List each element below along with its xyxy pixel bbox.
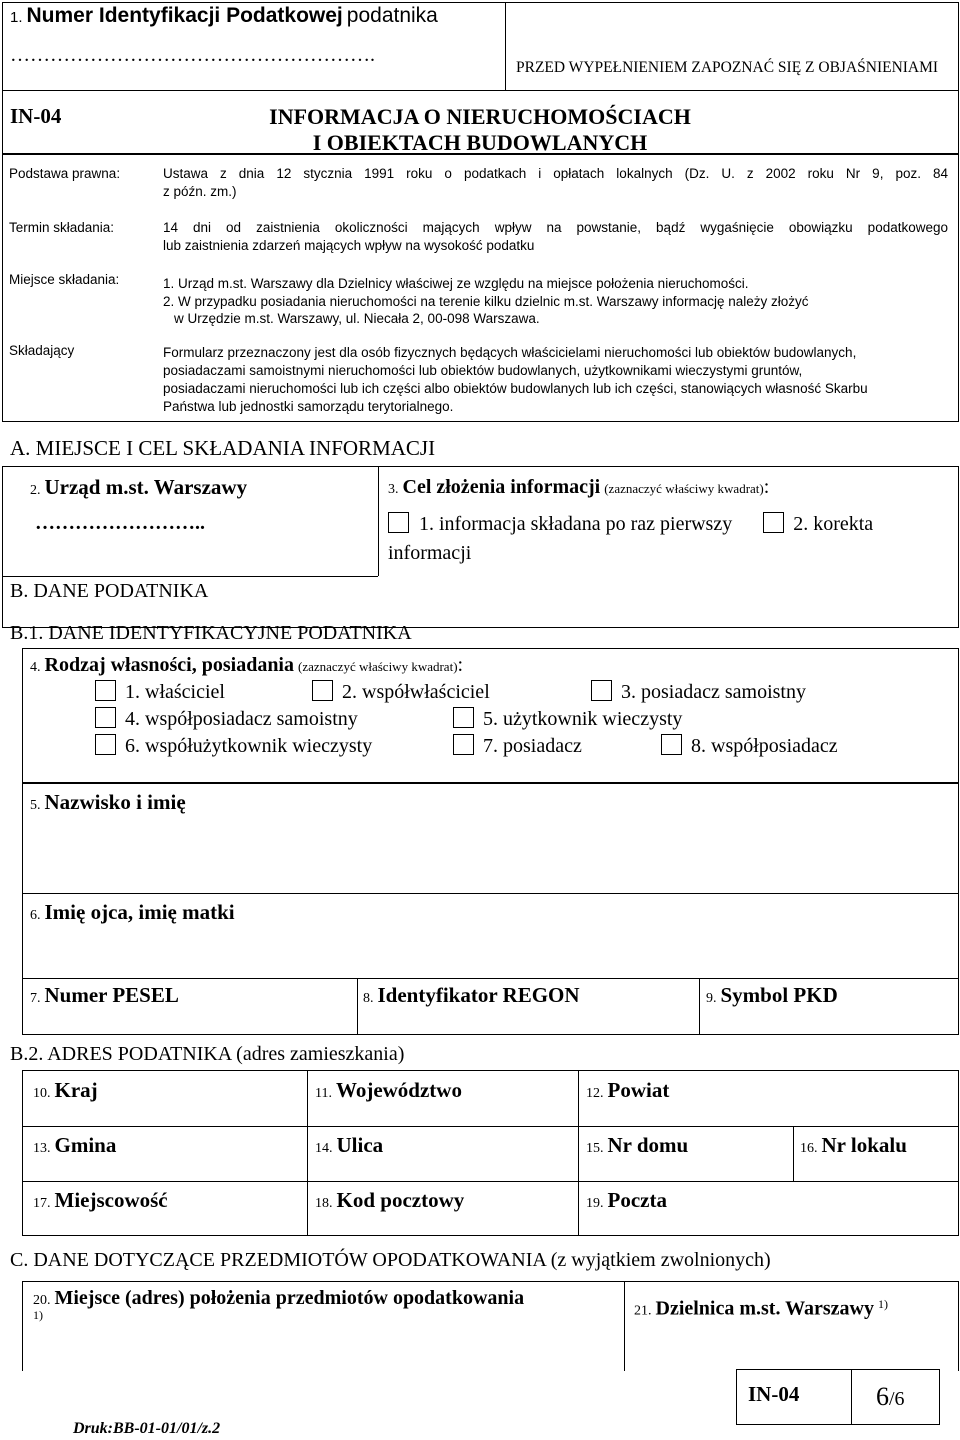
field-20-footnote: 1) (33, 1308, 43, 1322)
nip-label-suffix: podatnika (346, 4, 438, 27)
field-4-hint: (zaznaczyć właściwy kwadrat) (298, 659, 458, 674)
print-code: Druk:BB-01-01/01/z.2 (73, 1420, 221, 1437)
field-2-label: Urząd m.st. Warszawy (44, 475, 248, 499)
field-8[interactable]: 8. Identyfikator REGON (363, 983, 580, 1007)
checkbox-perpetual-user[interactable] (453, 707, 474, 728)
field-2-dots: …………………….. (35, 512, 205, 534)
form-title (200, 104, 760, 156)
filer-text-1: Formularz przeznaczony jest dla osób fizycznych będących właścicielami nieruchomości lub obiektów budowlanych, (163, 345, 857, 360)
checkbox-holder[interactable] (453, 734, 474, 755)
place-text-2: 2. W przypadku posiadania nieruchomości na terenie kilku dzielnic m.st. Warszawy informację należy złożyć (163, 294, 809, 309)
ownership-option-6[interactable]: 6. współużytkownik wieczysty (95, 734, 372, 758)
section-c-title: C. DANE DOTYCZĄCE PRZEDMIOTÓW OPODATKOWANIA (z wyjątkiem zwolnionych) (10, 1249, 771, 1271)
legal-basis-text-1: Ustawa z dnia 12 stycznia 1991 roku o podatkach i opłatach lokalnych (Dz. U. z 2002 roku Nr 9, poz. 84 (163, 166, 948, 181)
field-17[interactable]: 17. Miejscowość (33, 1188, 168, 1212)
field-14[interactable]: 14. Ulica (315, 1133, 384, 1157)
field-4: 4. Rodzaj własności, posiadania (zaznaczyć właściwy kwadrat): (30, 654, 464, 676)
nip-field[interactable] (10, 4, 500, 28)
checkbox-correction[interactable] (763, 512, 784, 533)
deadline-label: Termin składania: (9, 220, 115, 235)
section-a-title: A. MIEJSCE I CEL SKŁADANIA INFORMACJI (10, 436, 436, 460)
field-4-label: Rodzaj własności, posiadania (44, 654, 294, 676)
ownership-option-3[interactable]: 3. posiadacz samoistny (591, 680, 806, 704)
footer-form-code: IN-04 (748, 1382, 800, 1406)
field-2[interactable]: 2. Urząd m.st. Warszawy (30, 475, 248, 499)
field-12[interactable]: 12. Powiat (586, 1078, 670, 1102)
footer-page: 6 (876, 1382, 889, 1411)
field-19-label: Poczta (607, 1188, 667, 1212)
checkbox-first-filing[interactable] (388, 512, 409, 533)
field-3: 3. Cel złożenia informacji (zaznaczyć właściwy kwadrat): (388, 476, 770, 498)
form-code: IN-04 (10, 104, 62, 128)
ownership-option-7[interactable]: 7. posiadacz (453, 734, 582, 758)
ownership-option-1[interactable]: 1. właściciel (95, 680, 225, 704)
place-text-1: 1. Urząd m.st. Warszawy dla Dzielnicy właściwej ze względu na miejsce położenia nieruchomości. (163, 276, 749, 291)
nip-number: 1. (10, 9, 23, 26)
field-21-footnote: 1) (878, 1297, 888, 1311)
instructions-notice: PRZED WYPEŁNIENIEM ZAPOZNAĆ SIĘ Z OBJAŚNIENIAMI (516, 59, 939, 76)
ownership-option-5[interactable]: 5. użytkownik wieczysty (453, 707, 682, 731)
field-16[interactable]: 16. Nr lokalu (800, 1133, 907, 1157)
field-13-label: Gmina (54, 1133, 117, 1157)
field-5-label: Nazwisko i imię (44, 790, 186, 814)
option-correction-label-cont: informacji (388, 542, 472, 564)
field-6[interactable]: 6. Imię ojca, imię matki (30, 900, 235, 924)
checkbox-co-independent-holder[interactable] (95, 707, 116, 728)
field-18-label: Kod pocztowy (336, 1188, 465, 1212)
field-11[interactable]: 11. Województwo (315, 1078, 462, 1102)
filer-label: Składający (9, 343, 75, 358)
checkbox-co-perpetual-user[interactable] (95, 734, 116, 755)
option-first-filing-label: 1. informacja składana po raz pierwszy (419, 513, 733, 535)
checkbox-co-owner[interactable] (312, 680, 333, 701)
section-b2-title-suffix: (adres zamieszkania) (236, 1043, 405, 1065)
filer-text-3: posiadaczami nieruchomości lub ich części albo obiektów budowlanych lub ich części, stanowiących własność Skarbu (163, 381, 868, 396)
checkbox-co-holder[interactable] (661, 734, 682, 755)
footer-page-number (876, 1382, 905, 1412)
field-14-label: Ulica (336, 1133, 384, 1157)
section-b2-title: B.2. ADRES PODATNIKA (adres zamieszkania) (10, 1043, 405, 1065)
place-label: Miejsce składania: (9, 272, 120, 287)
filer-text-2: posiadaczami samoistnymi nieruchomości lub obiektów budowlanych, użytkownikami wieczystymi gruntów, (163, 363, 803, 378)
filer-text (163, 344, 868, 416)
nip-label: Numer Identyfikacji Podatkowej (26, 4, 343, 27)
field-16-label: Nr lokalu (821, 1133, 907, 1157)
field-10[interactable]: 10. Kraj (33, 1078, 98, 1102)
field-15-label: Nr domu (607, 1133, 689, 1157)
ownership-option-2[interactable]: 2. współwłaściciel (312, 680, 490, 704)
ownership-option-4[interactable]: 4. współposiadacz samoistny (95, 707, 358, 731)
section-b1-title: B.1. DANE IDENTYFIKACYJNE PODATNIKA (10, 622, 412, 644)
field-3-label: Cel złożenia informacji (402, 476, 601, 498)
legal-basis-label: Podstawa prawna: (9, 166, 121, 181)
field-9-label: Symbol PKD (720, 983, 838, 1007)
field-6-label: Imię ojca, imię matki (44, 900, 235, 924)
legal-basis-text-2: z późn. zm.) (163, 184, 237, 199)
place-text-3: w Urzędzie m.st. Warszawy, ul. Niecała 2, 00-098 Warszawa. (174, 311, 540, 326)
form-title-line-2: I OBIEKTACH BUDOWLANYCH (312, 130, 648, 155)
field-18[interactable]: 18. Kod pocztowy (315, 1188, 465, 1212)
section-b-title: B. DANE PODATNIKA (10, 580, 209, 602)
field-13[interactable]: 13. Gmina (33, 1133, 117, 1157)
filer-text-4: Państwa lub jednostki samorządu terytorialnego. (163, 399, 454, 414)
field-11-label: Województwo (335, 1078, 462, 1102)
field-20[interactable]: 20. Miejsce (adres) położenia przedmiotów opodatkowania (33, 1287, 525, 1309)
option-correction-label: 2. korekta (793, 513, 874, 535)
field-21-label: Dzielnica m.st. Warszawy (655, 1297, 874, 1320)
checkbox-owner[interactable] (95, 680, 116, 701)
field-5[interactable]: 5. Nazwisko i imię (30, 790, 186, 814)
nip-dots: ………………………………………………. (10, 44, 375, 66)
field-12-label: Powiat (607, 1078, 670, 1102)
ownership-option-8[interactable]: 8. współposiadacz (661, 734, 838, 758)
field-9[interactable]: 9. Symbol PKD (706, 983, 838, 1007)
deadline-text-1: 14 dni od zaistnienia okoliczności mających wpływ na powstanie, bądź wygaśnięcie obowiązku podatkowego (163, 220, 948, 235)
checkbox-independent-holder[interactable] (591, 680, 612, 701)
field-15[interactable]: 15. Nr domu (586, 1133, 689, 1157)
deadline-text-2: lub zaistnienia zdarzeń mających wpływ na wysokość podatku (163, 238, 535, 253)
field-21[interactable]: 21. Dzielnica m.st. Warszawy $^{1)}$ (634, 1297, 888, 1320)
field-17-label: Miejscowość (54, 1188, 168, 1212)
field-10-label: Kraj (54, 1078, 98, 1102)
footer-page-total: /6 (889, 1388, 905, 1410)
field-7-label: Numer PESEL (44, 983, 179, 1007)
field-7[interactable]: 7. Numer PESEL (30, 983, 179, 1007)
field-20-label: Miejsce (adres) położenia przedmiotów opodatkowania (54, 1287, 525, 1309)
section-c-title-suffix: (z wyjątkiem zwolnionych) (550, 1249, 771, 1271)
field-19[interactable]: 19. Poczta (586, 1188, 667, 1212)
field-8-label: Identyfikator REGON (377, 983, 580, 1007)
field-3-hint: (zaznaczyć właściwy kwadrat) (604, 481, 764, 496)
form-title-line-1: INFORMACJA O NIERUCHOMOŚCIACH (269, 104, 691, 129)
purpose-options (388, 512, 873, 536)
